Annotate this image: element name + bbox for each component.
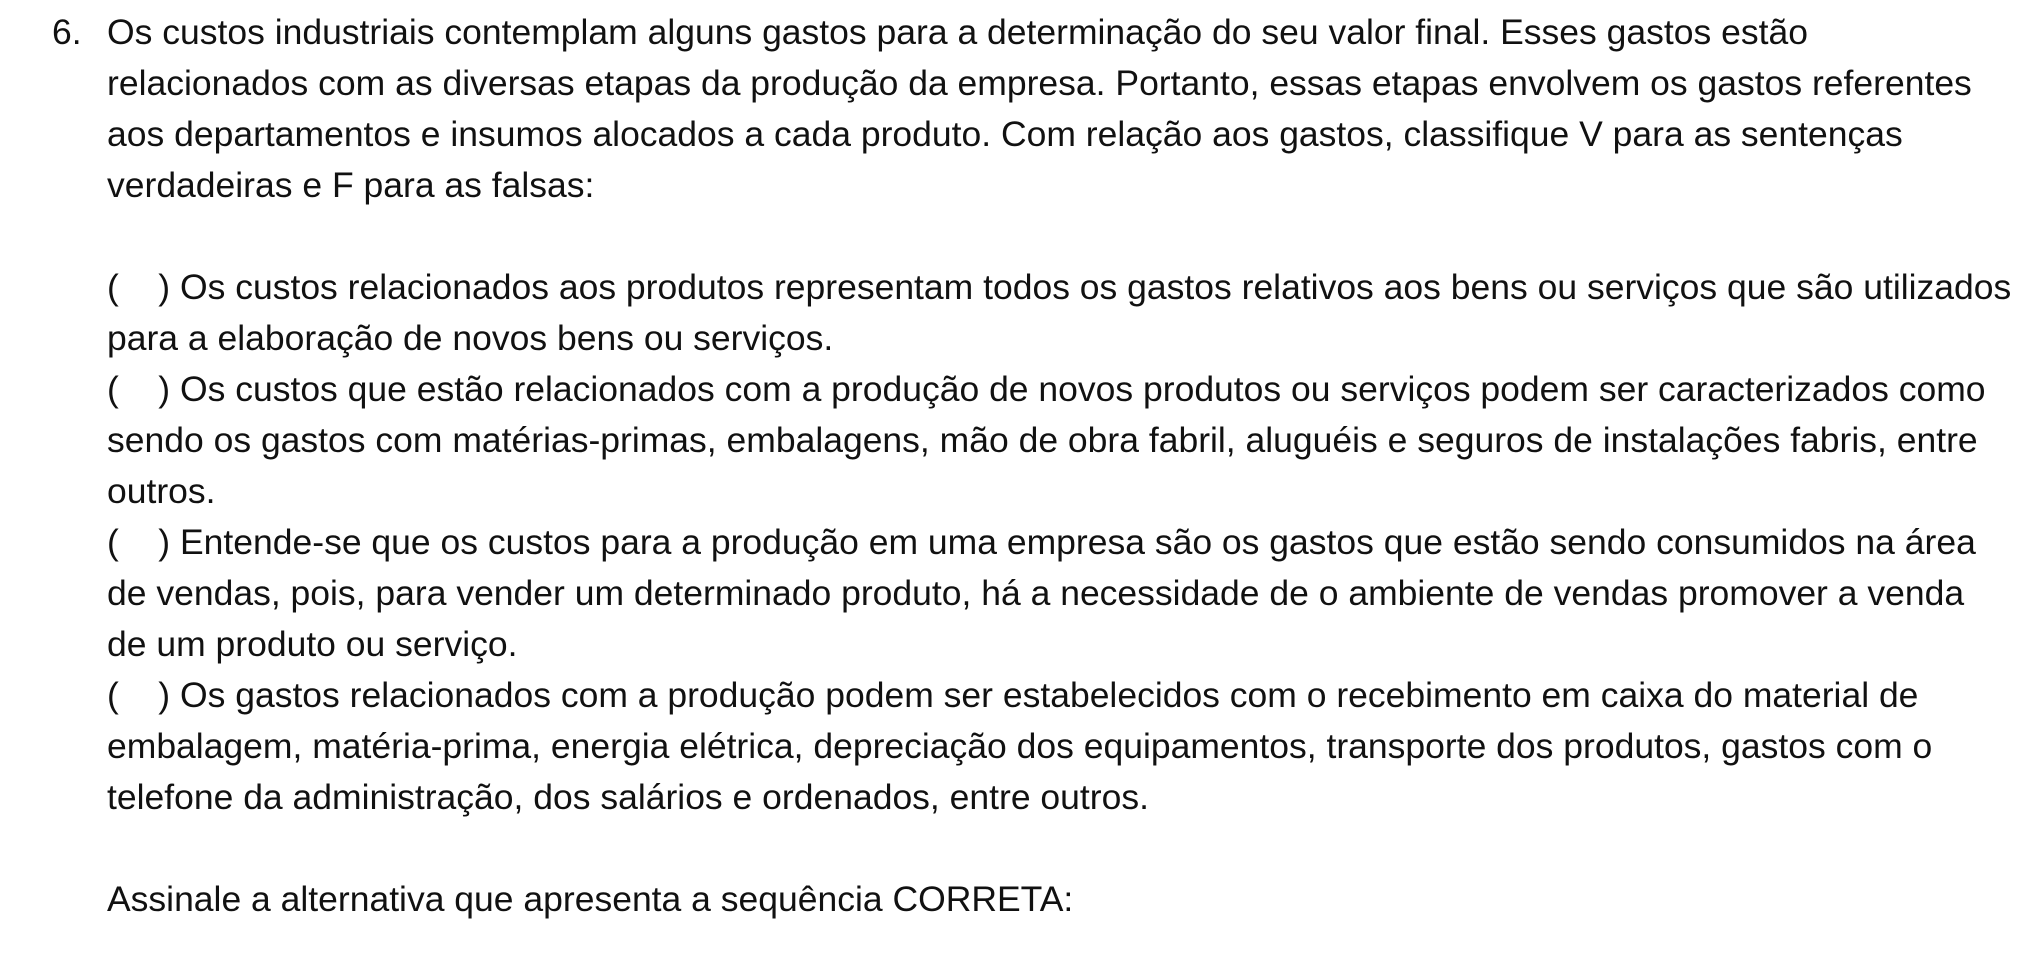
statement-2 [107, 364, 2012, 517]
instruction-text: Assinale a alternativa que apresenta a sequência CORRETA: [107, 879, 1074, 919]
answer-blank: ( ) [107, 675, 171, 715]
question-number: 6. [52, 12, 82, 52]
question-stem: Os custos industriais contemplam alguns gastos para a determinação do seu valor final. Esses gastos estão relacionados com as diversas etapas da produção da empresa. Portanto, essas etapas envolvem os gastos referentes aos departamentos e insumos alocados a cada produto. Com relação aos gastos, classifique V para as sentenças verdadeiras e F para as falsas: [107, 12, 1972, 205]
answer-blank: ( ) [107, 267, 171, 307]
answer-blank: ( ) [107, 369, 171, 409]
statement-1 [107, 262, 2012, 364]
answer-blank: ( ) [107, 522, 171, 562]
statement-text: Os custos relacionados aos produtos representam todos os gastos relativos aos bens ou serviços que são utilizados para a elaboração de novos bens ou serviços. [107, 267, 2012, 358]
spacer [107, 211, 2012, 262]
question-header [52, 7, 2012, 925]
spacer [107, 823, 2012, 874]
statement-text: Entende-se que os custos para a produção em uma empresa são os gastos que estão sendo consumidos na área de vendas, pois, para vender um determinado produto, há a necessidade de o ambiente de vendas promover a venda de um produto ou serviço. [107, 522, 1976, 664]
question-body [107, 7, 2012, 925]
question-6 [52, 7, 2012, 925]
statement-text: Os gastos relacionados com a produção podem ser estabelecidos com o recebimento em caixa do material de embalagem, matéria-prima, energia elétrica, depreciação dos equipamentos, transporte dos produtos, gastos com o telefone da administração, dos salários e ordenados, entre outros. [107, 675, 1933, 817]
statement-text: Os custos que estão relacionados com a produção de novos produtos ou serviços podem ser caracterizados como sendo os gastos com matérias-primas, embalagens, mão de obra fabril, aluguéis e seguros de instalações fabris, entre outros. [107, 369, 1986, 511]
statement-4 [107, 670, 2012, 823]
statement-3 [107, 517, 2012, 670]
